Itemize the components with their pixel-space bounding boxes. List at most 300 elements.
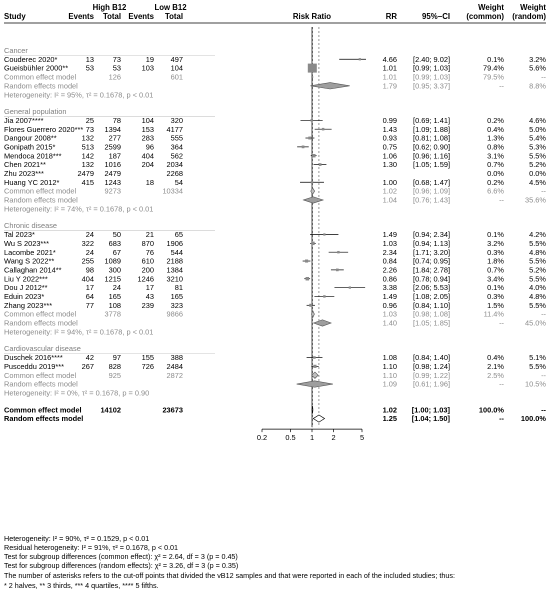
events-high: 2479 (77, 169, 94, 179)
study-square (337, 251, 339, 253)
total-low: 23673 (162, 405, 183, 415)
total-low: 3210 (166, 274, 183, 284)
footnote-subgroup-random: Test for subgroup differences (random effects): χ² = 3.26, df = 3 (p = 0.35) (4, 561, 239, 570)
heterogeneity-label: Heterogeneity: I² = 94%, τ² = 0.1678, p < 0.01 (4, 327, 154, 337)
events-high: 77 (85, 300, 94, 310)
row-label: Chronic disease (4, 221, 57, 231)
rr-value: 0.99 (382, 115, 397, 125)
total-low: 601 (170, 72, 183, 82)
ci-value: [0.99; 1.03] (413, 63, 450, 73)
study-square (323, 295, 325, 297)
weight-random: 5.5% (529, 151, 546, 161)
header-low-group: Low B12 (154, 3, 187, 12)
rr-value: 0.84 (382, 256, 397, 266)
events-high: 415 (81, 177, 94, 187)
total-high: 97 (112, 353, 121, 363)
rr-value: 1.02 (382, 405, 397, 415)
total-low: 2872 (166, 370, 183, 380)
rr-value: 1.40 (382, 318, 397, 328)
ci-value: [0.84; 1.10] (413, 300, 450, 310)
weight-random: 45.0% (525, 318, 546, 328)
weight-common: 0.3% (487, 292, 504, 302)
ci-value: [0.94; 1.13] (413, 238, 450, 248)
study-square (311, 119, 313, 121)
row-common (4, 187, 547, 196)
row-label: Cardiovascular disease (4, 344, 81, 354)
events-high: 322 (81, 238, 94, 248)
study-square (308, 64, 317, 73)
row-overall_common (4, 405, 547, 414)
study-square (305, 259, 308, 262)
rr-value: 1.09 (382, 379, 397, 389)
heterogeneity-label: Heterogeneity: I² = 95%, τ² = 0.1678, p < 0.01 (4, 90, 154, 100)
row-label: Liu Y 2022*** (4, 274, 48, 284)
total-high: 1215 (104, 274, 121, 284)
study-square (311, 181, 313, 183)
weight-common: 6.6% (487, 186, 504, 196)
row-common (4, 310, 547, 319)
total-low: 320 (170, 115, 183, 125)
ci-value: [0.61; 1.96] (413, 379, 450, 389)
total-high: 53 (112, 63, 121, 73)
row-label: Cancer (4, 46, 28, 55)
weight-random: 5.5% (529, 256, 546, 266)
total-low: 10334 (162, 186, 183, 196)
weight-common: 11.4% (483, 309, 504, 319)
study-square (308, 137, 311, 140)
total-low: 1384 (166, 265, 183, 275)
rr-value: 1.10 (382, 370, 397, 380)
rr-value: 1.49 (382, 230, 397, 240)
weight-random: 35.6% (525, 195, 546, 205)
column-headers (4, 3, 546, 23)
ci-value: [0.76; 1.43] (413, 195, 450, 205)
row-label: Common effect model (4, 72, 77, 82)
total-low: 104 (170, 63, 183, 73)
total-high: 1243 (104, 177, 121, 187)
row-label: Random effects model (4, 195, 78, 205)
study-square (311, 242, 314, 245)
events-high: 13 (85, 54, 94, 64)
row-label: Common effect model (4, 405, 82, 415)
rr-value: 4.66 (382, 54, 397, 64)
row-common (4, 371, 547, 380)
row-label: Random effects model (4, 81, 78, 91)
row-het (4, 90, 153, 99)
weight-common: 79.5% (483, 72, 504, 82)
weight-common: 0.2% (487, 177, 504, 187)
ci-value: [1.08; 2.05] (413, 292, 450, 302)
total-low: 2188 (166, 256, 183, 266)
weight-random: 4.8% (529, 292, 546, 302)
weight-common: 0.4% (487, 124, 504, 134)
rr-value: 1.04 (382, 195, 397, 205)
total-low: 9866 (166, 309, 183, 319)
row-study (4, 169, 546, 178)
weight-random: -- (541, 186, 546, 196)
weight-common: -- (499, 195, 504, 205)
pooled-diamond (314, 320, 332, 326)
total-low: 1906 (166, 238, 183, 248)
weight-common: 1.5% (487, 300, 504, 310)
row-label: Wang S 2022** (4, 256, 55, 266)
row-het (4, 204, 153, 213)
row-label: Dangour 2008** (4, 133, 57, 143)
table-rows (4, 46, 547, 423)
ci-value: [0.62; 0.90] (413, 142, 450, 152)
row-label: Eduin 2023* (4, 292, 45, 302)
weight-random: 4.8% (529, 247, 546, 257)
weight-common: 1.8% (487, 256, 504, 266)
weight-random: 5.1% (529, 353, 546, 363)
rr-value: 1.02 (382, 186, 397, 196)
rr-value: 0.75 (382, 142, 397, 152)
weight-random: 5.5% (529, 238, 546, 248)
weight-random: 5.6% (529, 63, 546, 73)
ci-value: [1.05; 1.59] (413, 160, 450, 170)
total-low: 2268 (166, 169, 183, 179)
weight-common: 79.4% (483, 63, 504, 73)
weight-common: 3.1% (487, 151, 504, 161)
ci-value: [0.69; 1.41] (413, 115, 450, 125)
total-low: 165 (170, 292, 183, 302)
weight-random: 10.5% (525, 379, 546, 389)
events-high: 17 (85, 283, 94, 293)
total-low: 4177 (166, 124, 183, 134)
row-study (4, 265, 546, 274)
header-weight-random-line1: Weight (520, 3, 546, 12)
weight-common: 0.1% (487, 230, 504, 240)
total-high: 73 (112, 54, 121, 64)
total-high: 9273 (104, 186, 121, 196)
rr-value: 1.06 (382, 151, 397, 161)
total-high: 277 (108, 133, 121, 143)
events-high: 142 (81, 151, 94, 161)
weight-common: 0.4% (487, 353, 504, 363)
row-study (4, 160, 546, 169)
ci-value: [2.40; 9.02] (413, 54, 450, 64)
events-high: 42 (85, 353, 94, 363)
study-square (359, 58, 361, 60)
events-low: 18 (145, 177, 154, 187)
row-label: Chen 2021** (4, 160, 46, 170)
ci-value: [0.99; 1.22] (413, 370, 450, 380)
events-low: 17 (145, 283, 154, 293)
weight-common: 0.1% (487, 283, 504, 293)
rr-value: 1.49 (382, 292, 397, 302)
ci-value: [0.68; 1.47] (413, 177, 450, 187)
weight-random: 5.2% (529, 265, 546, 275)
row-label: Tal 2023* (4, 230, 35, 240)
ci-value: [1.84; 2.78] (413, 265, 450, 275)
events-low: 870 (141, 238, 154, 248)
events-low: 610 (141, 256, 154, 266)
footnote-asterisk-key: * 2 halves, ** 3 thirds, *** 4 quartiles, **** 5 fifths. (4, 581, 159, 590)
ci-value: [0.94; 2.34] (413, 230, 450, 240)
rr-value: 1.08 (382, 353, 397, 363)
weight-common: 3.4% (487, 274, 504, 284)
row-label: Zhang 2023*** (4, 300, 53, 310)
events-high: 98 (85, 265, 94, 275)
footnote-heterogeneity: Heterogeneity: I² = 90%, τ² = 0.1529, p < 0.01 (4, 534, 150, 543)
total-high: 1394 (104, 124, 121, 134)
heterogeneity-label: Heterogeneity: I² = 74%, τ² = 0.1678, p < 0.01 (4, 204, 154, 214)
row-label: Jia 2007**** (4, 115, 44, 125)
rr-value: 1.43 (382, 124, 397, 134)
total-high: 1016 (104, 160, 121, 170)
weight-random: 100.0% (520, 414, 546, 424)
x-tick-label: 0.2 (256, 433, 268, 443)
total-high: 2479 (104, 169, 121, 179)
x-tick-label: 1 (309, 433, 315, 443)
events-high: 404 (81, 274, 94, 284)
study-square (349, 286, 351, 288)
row-group (4, 221, 215, 231)
events-low: 155 (141, 353, 154, 363)
total-high: 2599 (104, 142, 121, 152)
rr-value: 1.10 (382, 361, 397, 371)
row-label: Pusceddu 2019*** (4, 361, 64, 371)
events-high: 255 (81, 256, 94, 266)
weight-random: 5.5% (529, 361, 546, 371)
weight-common: 0.0% (487, 169, 504, 179)
ci-value: [0.81; 1.08] (413, 133, 450, 143)
total-high: 24 (112, 283, 121, 293)
total-low: 2484 (166, 361, 183, 371)
header-events-low: Events (128, 12, 154, 21)
pooled-diamond (312, 406, 313, 413)
weight-common: 0.7% (487, 265, 504, 275)
ci-value: [0.96; 1.16] (413, 151, 450, 161)
study-square (312, 154, 315, 157)
pooled-diamond (303, 197, 323, 203)
events-low: 239 (141, 300, 154, 310)
row-overall_random (4, 414, 546, 423)
weight-random: -- (541, 72, 546, 82)
events-high: 64 (85, 292, 94, 302)
row-study (4, 125, 546, 134)
total-low: 544 (170, 247, 183, 257)
weight-common: 1.3% (487, 133, 504, 143)
events-high: 132 (81, 160, 94, 170)
footnote-residual-heterogeneity: Residual heterogeneity: I² = 91%, τ² = 0.1678, p < 0.01 (4, 543, 179, 552)
weight-random: 5.0% (529, 124, 546, 134)
study-square (319, 163, 322, 166)
total-high: 78 (112, 115, 121, 125)
weight-random: -- (541, 405, 546, 415)
ci-value: [0.74; 0.95] (413, 256, 450, 266)
row-het (4, 388, 149, 397)
weight-random: 4.0% (529, 283, 546, 293)
row-label: General population (4, 107, 67, 117)
ci-value: [0.96; 1.09] (413, 186, 450, 196)
rr-value: 1.25 (382, 414, 397, 424)
ci-value: [1.09; 1.88] (413, 124, 450, 134)
row-label: Random effects model (4, 414, 84, 424)
pooled-diamond (312, 74, 313, 80)
total-low: 555 (170, 133, 183, 143)
events-high: 24 (85, 230, 94, 240)
events-high: 25 (85, 115, 94, 125)
events-high: 24 (85, 247, 94, 257)
pooled-diamond (311, 188, 315, 194)
weight-common: 2.1% (487, 361, 504, 371)
events-low: 103 (141, 63, 154, 73)
total-high: 828 (108, 361, 121, 371)
total-high: 925 (108, 370, 121, 380)
weight-common: 0.8% (487, 142, 504, 152)
total-high: 165 (108, 292, 121, 302)
row-study (4, 274, 546, 283)
rr-value: 0.96 (382, 300, 397, 310)
header-weight-common-line2: (common) (466, 12, 504, 21)
total-high: 108 (108, 300, 121, 310)
weight-common: -- (499, 318, 504, 328)
row-random (4, 196, 546, 205)
weight-common: 0.3% (487, 247, 504, 257)
rr-value: 1.79 (382, 81, 397, 91)
ci-value: [0.98; 1.08] (413, 309, 450, 319)
weight-common: -- (499, 379, 504, 389)
x-tick-label: 0.5 (285, 433, 296, 443)
study-square (306, 277, 309, 280)
header-weight-random-line2: (random) (512, 12, 546, 21)
header-events-high: Events (68, 12, 94, 21)
weight-random: 4.5% (529, 177, 546, 187)
total-high: 683 (108, 238, 121, 248)
x-tick-label: 2 (331, 433, 336, 443)
events-high: 513 (81, 142, 94, 152)
row-label: Wu S 2023*** (4, 238, 50, 248)
rr-value: 1.03 (382, 309, 397, 319)
weight-random: 5.4% (529, 133, 546, 143)
header-weight-common-line1: Weight (478, 3, 504, 12)
events-low: 21 (145, 230, 154, 240)
row-study (4, 362, 546, 371)
row-label: Mendoca 2018*** (4, 151, 62, 161)
weight-random: 4.6% (529, 115, 546, 125)
weight-random: 4.2% (529, 230, 546, 240)
study-square (313, 356, 316, 359)
weight-common: -- (499, 414, 504, 424)
row-label: Zhu 2023*** (4, 169, 44, 179)
total-low: 2034 (166, 160, 183, 170)
ci-value: [1.04; 1.50] (411, 414, 450, 424)
row-study (4, 283, 546, 292)
row-study (4, 257, 546, 266)
events-low: 204 (141, 160, 154, 170)
events-low: 76 (145, 247, 154, 257)
total-high: 67 (112, 247, 121, 257)
row-label: Common effect model (4, 186, 77, 196)
heterogeneity-label: Heterogeneity: I² = 0%, τ² = 0.1678, p = 0.90 (4, 388, 150, 398)
row-study (4, 134, 546, 143)
header-ci: 95%−CI (422, 12, 450, 21)
weight-common: 100.0% (478, 405, 504, 415)
events-high: 53 (85, 63, 94, 73)
weight-random: 0.0% (529, 169, 546, 179)
weight-random: 8.8% (529, 81, 546, 91)
study-square (313, 365, 316, 368)
ci-value: [0.84; 1.40] (413, 353, 450, 363)
events-low: 19 (145, 54, 154, 64)
ci-value: [2.06; 5.53] (413, 283, 450, 293)
footnote-asterisk-note: The number of asterisks refers to the cut-off points that divided the vB12 samples and that were reported in each of the included studies; thus: (4, 571, 455, 580)
ci-value: [1.05; 1.85] (413, 318, 450, 328)
header-rr: RR (385, 12, 397, 21)
total-low: 65 (174, 230, 183, 240)
x-tick-label: 5 (359, 433, 365, 443)
rr-value: 2.34 (382, 247, 397, 257)
total-high: 3778 (104, 309, 121, 319)
rr-value: 2.26 (382, 265, 397, 275)
row-label: Gonipath 2015* (4, 142, 56, 152)
study-square (323, 233, 325, 235)
ci-value: [0.99; 1.03] (413, 72, 450, 82)
total-low: 497 (170, 54, 183, 64)
weight-random: 3.2% (529, 54, 546, 64)
weight-common: 0.2% (487, 115, 504, 125)
weight-random: -- (541, 309, 546, 319)
total-high: 50 (112, 230, 121, 240)
footnote-subgroup-common: Test for subgroup differences (common effect): χ² = 2.64, df = 3 (p = 0.45) (4, 552, 238, 561)
row-study (4, 151, 546, 160)
weight-common: -- (499, 81, 504, 91)
total-low: 81 (174, 283, 183, 293)
row-study (4, 239, 546, 248)
total-low: 364 (170, 142, 183, 152)
row-study (4, 64, 546, 73)
total-high: 300 (108, 265, 121, 275)
events-low: 96 (145, 142, 154, 152)
total-low: 54 (174, 177, 183, 187)
weight-common: 0.7% (487, 160, 504, 170)
events-low: 1246 (137, 274, 154, 284)
study-square (322, 128, 325, 131)
events-low: 200 (141, 265, 154, 275)
rr-value: 1.01 (382, 72, 397, 82)
row-study (4, 55, 546, 64)
ci-value: [1.00; 1.03] (411, 405, 450, 415)
row-random (4, 380, 546, 389)
weight-random: 5.5% (529, 300, 546, 310)
pooled-diamond (310, 83, 349, 89)
total-high: 14102 (100, 405, 121, 415)
events-low: 283 (141, 133, 154, 143)
rr-value: 1.00 (382, 177, 397, 187)
row-study (4, 353, 546, 362)
row-study (4, 230, 546, 239)
row-label: Random effects model (4, 318, 78, 328)
row-label: Lacombe 2021* (4, 247, 56, 257)
ci-value: [0.95; 3.37] (413, 81, 450, 91)
header-total-high: Total (102, 12, 121, 21)
total-low: 388 (170, 353, 183, 363)
header-total-low: Total (164, 12, 183, 21)
weight-random: -- (541, 370, 546, 380)
row-label: Dou J 2012** (4, 283, 48, 293)
study-square (336, 269, 339, 272)
events-low: 404 (141, 151, 154, 161)
row-label: Random effects model (4, 379, 78, 389)
events-high: 132 (81, 133, 94, 143)
total-high: 126 (108, 72, 121, 82)
ci-value: [1.71; 3.20] (413, 247, 450, 257)
rr-value: 1.03 (382, 238, 397, 248)
row-study (4, 248, 546, 257)
events-high: 267 (81, 361, 94, 371)
rr-value: 0.93 (382, 133, 397, 143)
